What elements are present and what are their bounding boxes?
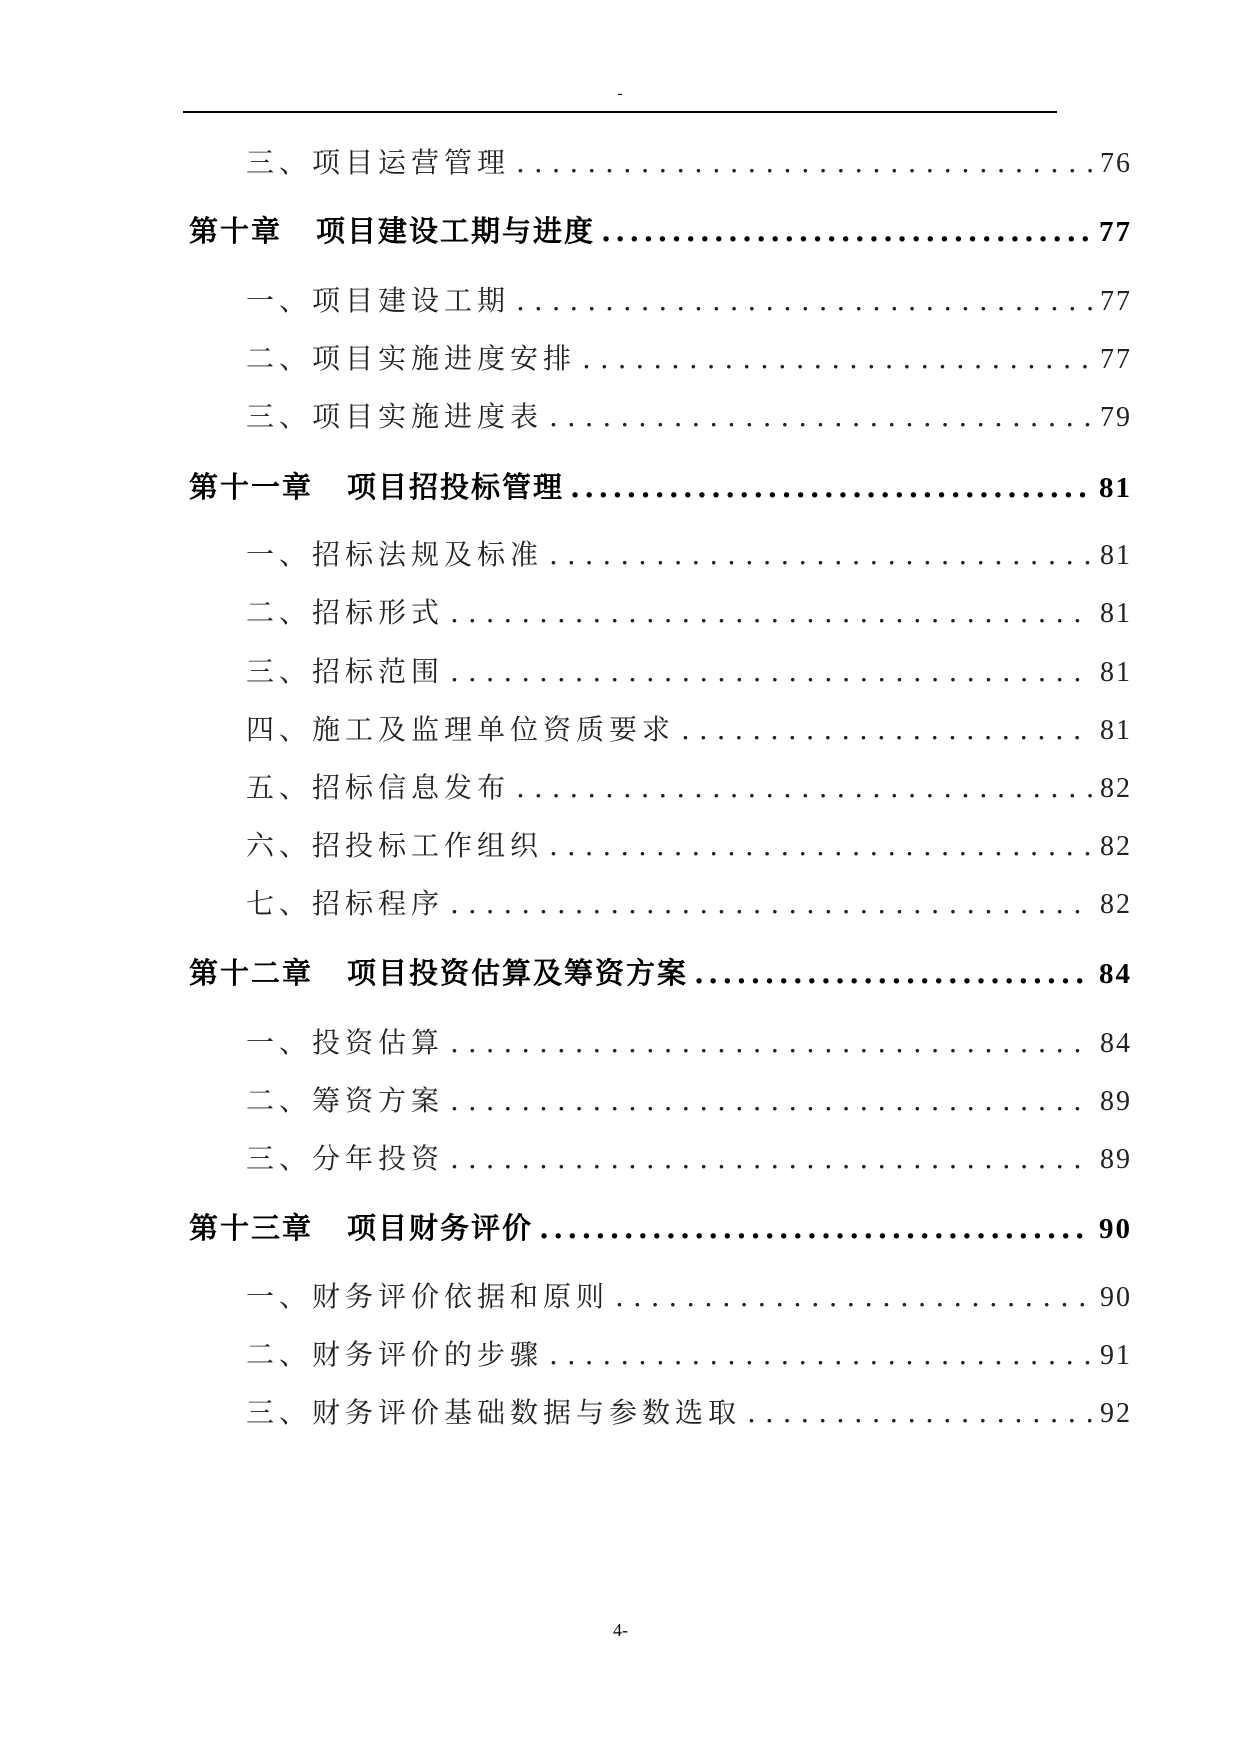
toc-section-entry[interactable] [246,337,1132,377]
toc-chapter-label: 第十一章 [189,470,314,504]
toc-dot-leader [450,1142,1092,1175]
toc-page-number: 90 [1100,1282,1132,1313]
header-mark: - [617,85,623,102]
toc-section-title: 一、投资估算 [246,1026,445,1059]
toc-dot-leader [516,284,1092,317]
toc-section-entry[interactable] [246,1275,1132,1315]
toc-section-entry[interactable] [246,1137,1132,1177]
toc-page-number: 77 [1099,216,1132,248]
toc-section-entry[interactable] [246,1079,1132,1119]
toc-section-title: 六、招投标工作组织 [246,829,544,862]
toc-chapter-entry[interactable] [189,951,1132,991]
toc-chapter-label: 第十章 [189,214,283,248]
toc-section-entry[interactable] [246,882,1132,922]
toc-dot-leader [516,771,1092,804]
toc-chapter-entry[interactable] [189,465,1132,505]
toc-dot-leader [582,342,1092,375]
toc-dot-leader [601,214,1091,248]
toc-section-title: 七、招标程序 [246,887,445,920]
toc-section-entry[interactable] [246,1391,1132,1431]
toc-dot-leader [549,1338,1092,1371]
toc-section-title: 四、施工及监理单位资质要求 [246,713,676,746]
toc-page-number: 79 [1100,402,1132,433]
toc-section-entry[interactable] [246,533,1132,573]
toc-dot-leader [450,655,1092,688]
toc-section-entry[interactable] [246,708,1132,748]
toc-section-title: 一、财务评价依据和原则 [246,1280,610,1313]
toc-page-number: 82 [1100,889,1132,920]
toc-chapter-name: 项目建设工期与进度 [316,214,596,248]
toc-section-title: 二、项目实施进度安排 [246,342,577,375]
toc-dot-leader [549,538,1092,571]
toc-chapter-title [189,1206,533,1246]
toc-section-entry[interactable] [246,1021,1132,1061]
toc-section-entry[interactable] [246,650,1132,690]
toc-page-number: 82 [1100,773,1132,804]
toc-page-number: 89 [1100,1144,1132,1175]
toc-dot-leader [615,1280,1092,1313]
toc-section-title: 二、招标形式 [246,596,445,629]
toc-chapter-name: 项目招投标管理 [347,470,565,504]
toc-section-entry[interactable] [246,395,1132,435]
toc-page-number: 90 [1099,1213,1132,1245]
toc-dot-leader [516,146,1092,179]
toc-dot-leader [450,596,1092,629]
toc-dot-leader [539,1211,1091,1245]
toc-dot-leader [450,1084,1092,1117]
toc-chapter-title [189,209,595,249]
toc-chapter-title [189,465,564,505]
toc-dot-leader [694,956,1091,990]
toc-page-number: 82 [1100,831,1132,862]
toc-page-number: 91 [1100,1340,1132,1371]
toc-section-entry[interactable] [246,766,1132,806]
toc-chapter-entry[interactable] [189,209,1132,249]
toc-page-number: 77 [1100,286,1132,317]
page-number: 4- [613,1620,628,1640]
toc-dot-leader [747,1396,1092,1429]
toc-page-number: 89 [1100,1086,1132,1117]
toc-page-number: 81 [1100,540,1132,571]
toc-page-number: 84 [1099,958,1132,990]
toc-page-number: 81 [1099,472,1132,504]
toc-section-title: 三、项目实施进度表 [246,400,544,433]
toc-section-title: 三、分年投资 [246,1142,445,1175]
toc-chapter-name: 项目财务评价 [347,1211,534,1245]
toc-page-number: 81 [1100,598,1132,629]
toc-section-title: 三、财务评价基础数据与参数选取 [246,1396,742,1429]
toc-chapter-name: 项目投资估算及筹资方案 [347,956,689,990]
toc-page-number: 77 [1100,344,1132,375]
toc-dot-leader [549,829,1092,862]
toc-section-title: 二、筹资方案 [246,1084,445,1117]
toc-section-title: 三、项目运营管理 [246,146,511,179]
toc-page-number: 84 [1100,1028,1132,1059]
toc-chapter-entry[interactable] [189,1206,1132,1246]
toc-section-entry[interactable] [246,824,1132,864]
toc-chapter-title [189,951,688,991]
toc-page-number: 92 [1100,1398,1132,1429]
toc-section-title: 一、招标法规及标准 [246,538,544,571]
toc-page-number: 76 [1100,148,1132,179]
toc-dot-leader [570,470,1091,504]
toc-chapter-label: 第十三章 [189,1211,314,1245]
toc-section-entry[interactable] [246,141,1132,181]
toc-page-number: 81 [1100,657,1132,688]
toc-section-entry[interactable] [246,1333,1132,1373]
toc-section-title: 三、招标范围 [246,655,445,688]
toc-dot-leader [450,887,1092,920]
toc-page-number: 81 [1100,715,1132,746]
toc-dot-leader [549,400,1092,433]
toc-section-title: 一、项目建设工期 [246,284,511,317]
toc-dot-leader [450,1026,1092,1059]
toc-section-title: 二、财务评价的步骤 [246,1338,544,1371]
toc-chapter-label: 第十二章 [189,956,314,990]
toc-dot-leader [681,713,1092,746]
toc-section-entry[interactable] [246,279,1132,319]
toc-section-entry[interactable] [246,591,1132,631]
toc-section-title: 五、招标信息发布 [246,771,511,804]
